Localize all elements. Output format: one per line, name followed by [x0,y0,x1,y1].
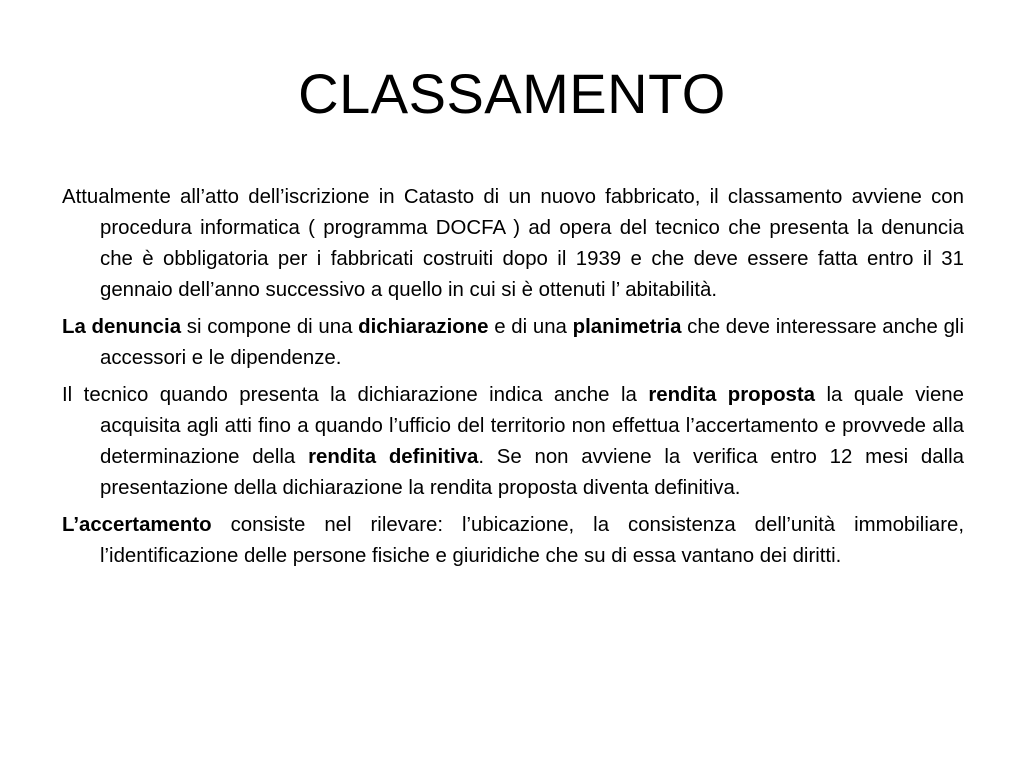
bold-term: planimetria [572,316,682,338]
body-paragraph [62,380,964,504]
paragraph-text: . Se non avviene la verifica entro 12 mesi dalla presentazione della dichiarazione la rendita proposta diventa definitiva. [100,446,964,499]
slide-body [62,182,964,578]
paragraph-text: e di una [488,316,573,338]
bold-term: La denuncia [62,316,182,338]
bold-term: rendita proposta [648,384,816,406]
paragraph-text: la quale viene acquisita agli atti fino a quando l’ufficio del territorio non effettua l’accertamento e provvede alla determinazione della [100,384,964,468]
bold-term: dichiarazione [358,316,489,338]
bold-term: L’accertamento [62,514,212,536]
body-paragraph [62,312,964,374]
paragraph-text: Attualmente all’atto dell’iscrizione in Catasto di un nuovo fabbricato, il classamento avviene con procedura informatica ( programma DOCFA ) ad opera del tecnico che presenta la denuncia che è obbligatoria per i fabbricati costruiti dopo il 1939 e che deve essere fatta entro il 31 gennaio dell’anno successivo a quello in cui si è ottenuti l’ abitabilità. [62,186,964,301]
paragraph-text: consiste nel rilevare: l’ubicazione, la consistenza dell’unità immobiliare, l’identificazione delle persone fisiche e giuridiche che su di essa vantano dei diritti. [100,514,964,567]
slide-title: CLASSAMENTO [298,62,726,125]
bold-term: rendita definitiva [308,446,479,468]
paragraph-text: si compone di una [181,316,359,338]
paragraph-text: Il tecnico quando presenta la dichiarazione indica anche la [62,384,649,406]
paragraph-text: che deve interessare anche gli accessori e le dipendenze. [100,316,964,369]
body-paragraph [62,510,964,572]
body-paragraph [62,182,964,306]
